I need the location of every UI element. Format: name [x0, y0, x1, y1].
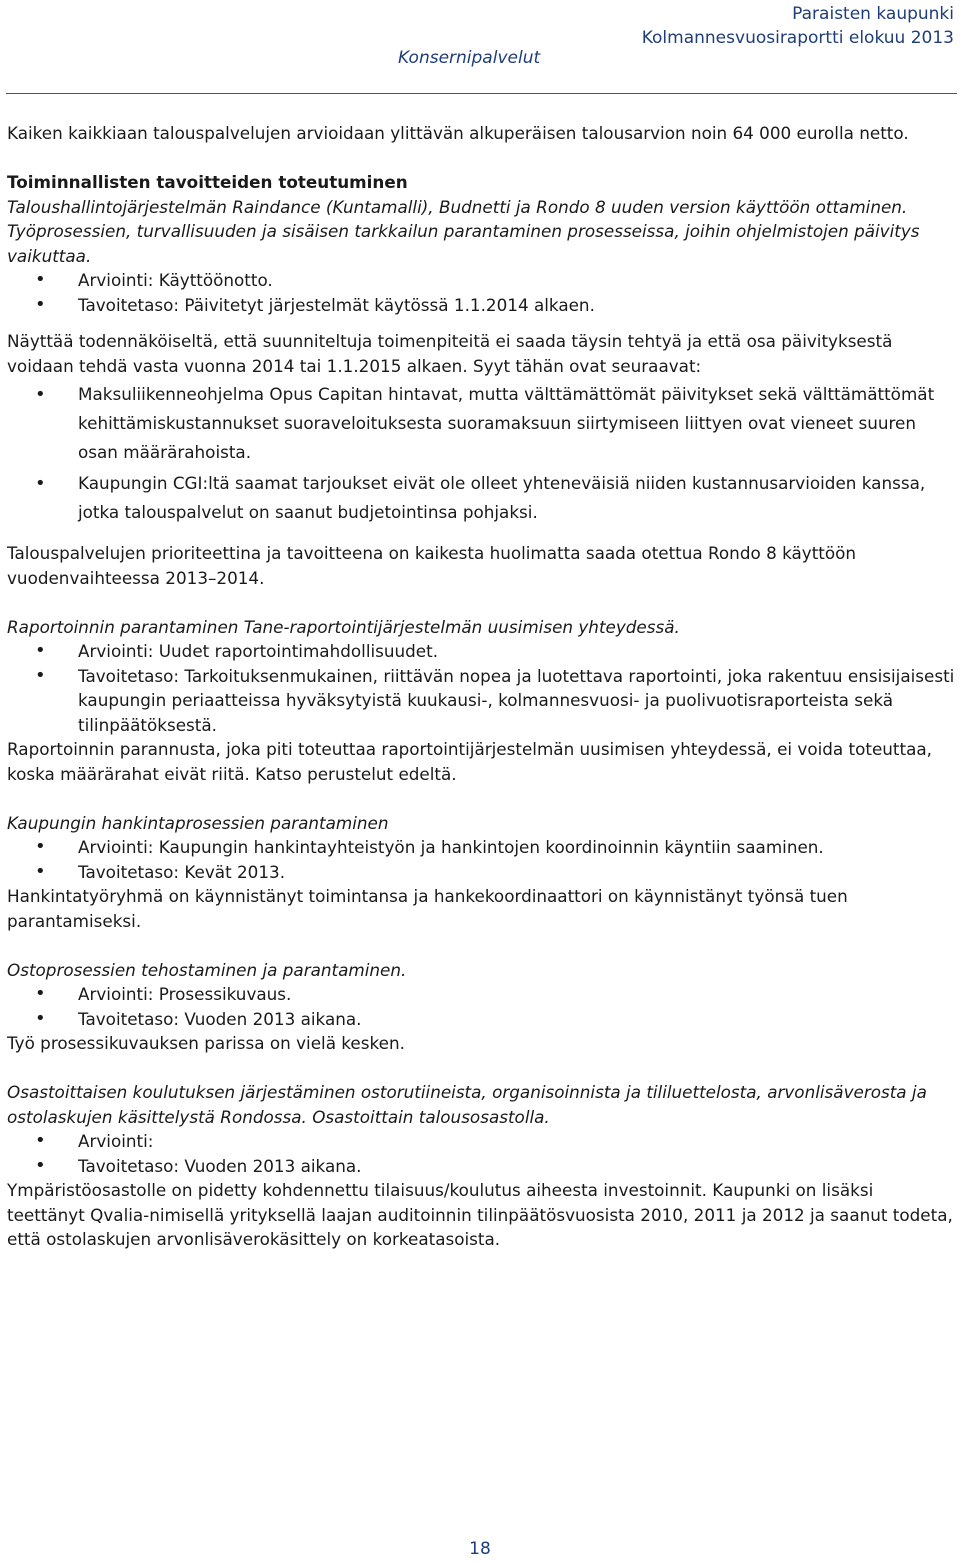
- goal-purchasing: Ostoprosessien tehostaminen ja parantaminen.: [7, 959, 407, 980]
- paragraph-status: Näyttää todennäköiseltä, että suunniteltuja toimenpiteitä ei saada täysin tehtyä ja että osa päivityksestä voidaan tehdä vasta vuonna 2014 tai 1.1.2015 alkaen. Syyt tähän ovat seuraavat:: [7, 331, 893, 376]
- goal-system-update: Taloushallintojärjestelmän Raindance (Kuntamalli), Budnetti ja Rondo 8 uuden version käyttöön ottaminen. Työprosessien, turvallisuuden ja sisäisen tarkkailun parantaminen prosesseissa, joihin ohjelmistojen päivitys vaikuttaa.: [7, 196, 920, 266]
- goal-procurement: Kaupungin hankintaprosessien parantaminen: [7, 812, 389, 833]
- list-item: • Tavoitetaso: Kevät 2013.: [7, 860, 955, 885]
- paragraph-priority: Talouspalvelujen prioriteettina ja tavoitteena on kaikesta huolimatta saada otettua Rondo 8 käyttöön vuodenvaihteessa 2013–2014.: [7, 543, 857, 588]
- report-title: Kolmannesvuosiraportti elokuu 2013: [641, 28, 954, 48]
- list-item: • Maksuliikenneohjelma Opus Capitan hintavat, mutta välttämättömät päivitykset sekä välttämättömät kehittämiskustannukset suoraveloituksesta suoramaksuun siirtymiseen liittyen ovat vieneet suuren osan määrärahoista.: [7, 380, 955, 467]
- page-number: 18: [469, 1539, 491, 1559]
- list-item: • Tavoitetaso: Vuoden 2013 aikana.: [7, 1007, 955, 1032]
- goal-procurement-status: Hankintatyöryhmä on käynnistänyt toimintansa ja hankekoordinaattori on käynnistänyt työnsä tuen parantamiseksi.: [7, 886, 848, 931]
- list-item: • Arviointi: Uudet raportointimahdollisuudet.: [7, 639, 955, 664]
- page-header-right: [642, 2, 954, 50]
- paragraph-budget-summary: Kaiken kaikkiaan talouspalvelujen arvioidaan ylittävän alkuperäisen talousarvion noin 64 000 eurolla netto.: [7, 123, 909, 143]
- goal-training-list: [7, 1129, 955, 1178]
- goal-reporting-status: Raportoinnin parannusta, joka piti toteuttaa raportointijärjestelmän uusimisen yhteydessä, ei voida toteuttaa, koska määrärahat eivät riitä. Katso perustelut edeltä.: [7, 739, 932, 784]
- organization-name: Paraisten kaupunki: [792, 4, 954, 24]
- goal-purchasing-list: [7, 982, 955, 1031]
- goal-training-status: Ympäristöosastolle on pidetty kohdennettu tilaisuus/koulutus aiheesta investoinnit. Kaupunki on lisäksi teettänyt Qvalia-nimisellä yrityksellä laajan auditoinnin tilinpäätösvuosista 2010, 2011 ja 2012 ja saanut todeta, että ostolaskujen arvonlisäverokäsittely on korkeatasoista.: [7, 1180, 953, 1249]
- list-item: • Tavoitetaso: Vuoden 2013 aikana.: [7, 1154, 955, 1179]
- list-item: • Kaupungin CGI:ltä saamat tarjoukset eivät ole olleet yhteneväisiä niiden kustannusarvioiden kanssa, jotka talouspalvelut on saanut budjetointinsa pohjaksi.: [7, 469, 955, 527]
- goal-reporting-list: [7, 639, 955, 737]
- goal-system-update-list: [7, 268, 955, 317]
- list-item: • Arviointi: Käyttöönotto.: [7, 268, 955, 293]
- goal-procurement-list: [7, 835, 955, 884]
- list-item: • Tavoitetaso: Päivitetyt järjestelmät käytössä 1.1.2014 alkaen.: [7, 293, 955, 318]
- goal-reporting: Raportoinnin parantaminen Tane-raportointijärjestelmän uusimisen yhteydessä.: [7, 616, 680, 637]
- document-body: [7, 121, 955, 1252]
- section-heading: Toiminnallisten tavoitteiden toteutuminen: [7, 172, 408, 192]
- section-title: Konsernipalvelut: [398, 48, 541, 68]
- goal-purchasing-status: Työ prosessikuvauksen parissa on vielä kesken.: [7, 1033, 405, 1053]
- goal-training: Osastoittaisen koulutuksen järjestäminen ostorutiineista, organisoinnista ja tililuettelosta, arvonlisäverosta ja ostolaskujen käsittelystä Rondossa. Osastoittain talousosastolla.: [7, 1082, 927, 1127]
- list-item: • Arviointi: Prosessikuvaus.: [7, 982, 955, 1007]
- list-item: • Arviointi:: [7, 1129, 955, 1154]
- list-item: • Arviointi: Kaupungin hankintayhteistyön ja hankintojen koordinoinnin käyntiin saaminen.: [7, 835, 955, 860]
- header-divider: [6, 93, 957, 94]
- reasons-list: [7, 380, 955, 527]
- list-item: • Tavoitetaso: Tarkoituksenmukainen, riittävän nopea ja luotettava raportointi, joka rakentuu ensisijaisesti kaupungin periaatteissa hyväksytyistä kuukausi-, kolmannesvuosi- ja puolivuotisraporteista sekä tilinpäätöksestä.: [7, 664, 955, 738]
